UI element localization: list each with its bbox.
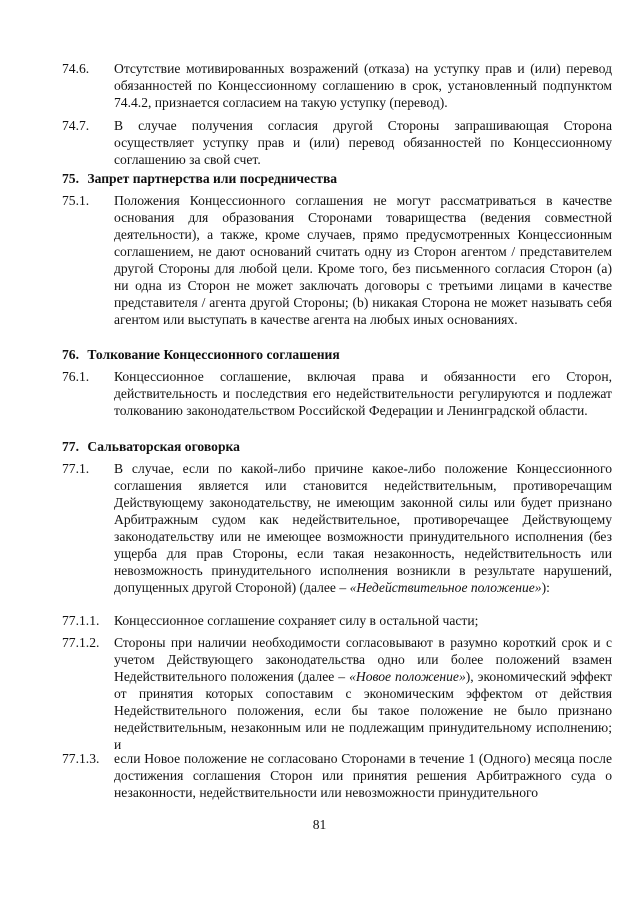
clause-75-1	[62, 192, 612, 328]
page-number: 81	[312, 817, 327, 832]
clause-number: 74.6.	[62, 61, 90, 76]
section-heading-77	[62, 438, 240, 455]
clause-text: Отсутствие мотивированных возражений (отказа) на уступку прав и (или) перевод обязанностей по Концессионному соглашению в срок, установленный подпунктом 74.4.2, признается согласием на такую уступку (перевод).	[114, 61, 612, 110]
section-heading-76	[62, 346, 340, 363]
clause-77-1-2	[62, 634, 612, 753]
clause-77-1	[62, 460, 612, 596]
clause-text: если Новое положение не согласовано Сторонами в течение 1 (Одного) месяца после достижения соглашения Сторон или принятия решения Арбитражного суда о незаконности, недействительности или невозможности принудительного	[114, 751, 612, 800]
clause-text-part: В случае, если по какой-либо причине какое-либо положение Концессионного соглашения является или становится недействительным, противоречащим Действующему законодательству, не имеющим законной силы или будет признано Арбитражным судом как недействительное, противоречащее Действующему законодательству или не имеющее возможности принудительного исполнения (без ущерба для прав Стороны, если такая незаконность, недействительность или невозможность принудительного исполнения возникли в результате нарушений, допущенных другой Стороной) (далее –	[114, 461, 612, 595]
clause-number: 76.1.	[62, 369, 90, 384]
clause-number: 77.1.	[62, 461, 90, 476]
clause-number: 77.1.3.	[62, 751, 100, 766]
section-number: 77.	[62, 439, 79, 454]
clause-text: Концессионное соглашение сохраняет силу в остальной части;	[114, 613, 479, 628]
clause-77-1-3	[62, 750, 612, 801]
clause-text: Концессионное соглашение, включая права и обязанности его Сторон, действительность и последствия его недействительности регулируются и подлежат толкованию законодательством Российской Федерации и Ленинградской области.	[114, 369, 612, 418]
section-number: 75.	[62, 171, 79, 186]
section-title: Запрет партнерства или посредничества	[87, 171, 338, 186]
clause-text: В случае получения согласия другой Стороны запрашивающая Сторона осуществляет уступку прав и (или) перевод обязанностей по Концессионному соглашению за свой счет.	[114, 118, 612, 167]
clause-number: 74.7.	[62, 118, 90, 133]
clause-number: 77.1.2.	[62, 635, 100, 650]
defined-term: «Новое положение»	[349, 669, 466, 684]
section-number: 76.	[62, 347, 79, 362]
defined-term: «Недействительное положение»	[349, 580, 542, 595]
section-heading-75	[62, 170, 337, 187]
clause-text: Положения Концессионного соглашения не могут рассматриваться в качестве основания для образования Сторонами товарищества (ведения совместной деятельности), а также, кроме случаев, прямо предусмотренных Концессионным соглашением, не дают оснований считать одну из Сторон агентом / представителем другой Стороны для любой цели. Кроме того, без письменного согласия Сторон (a) ни одна из Сторон не может заключать договоры с третьими лицами в качестве представителя / агента другой Стороны; (b) никакая Сторона не может называть себя агентом или выступать в качестве агента на любых иных основаниях.	[114, 193, 612, 327]
section-title: Толкование Концессионного соглашения	[87, 347, 340, 362]
clause-text	[114, 634, 612, 753]
clause-text-part: ), экономический эффект от принятия которых сопоставим с экономическим эффектом от действия Недействительного положения, если бы такое положение не было признано недействительным, незаконным или не подлежащим принудительному исполнению; и	[114, 669, 613, 752]
clause-text-part: ):	[541, 580, 550, 595]
section-title: Сальваторская оговорка	[87, 439, 240, 454]
clause-text	[114, 460, 612, 596]
clause-74-7	[62, 117, 612, 168]
clause-number: 75.1.	[62, 193, 90, 208]
clause-74-6	[62, 60, 612, 111]
clause-76-1	[62, 368, 612, 419]
clause-number: 77.1.1.	[62, 613, 100, 628]
clause-text-part: Стороны при наличии необходимости согласовывают в разумно короткий срок и с учетом Действующего законодательства одно или более положений взамен Недействительного положения (далее –	[114, 635, 612, 684]
clause-77-1-1	[62, 612, 612, 629]
